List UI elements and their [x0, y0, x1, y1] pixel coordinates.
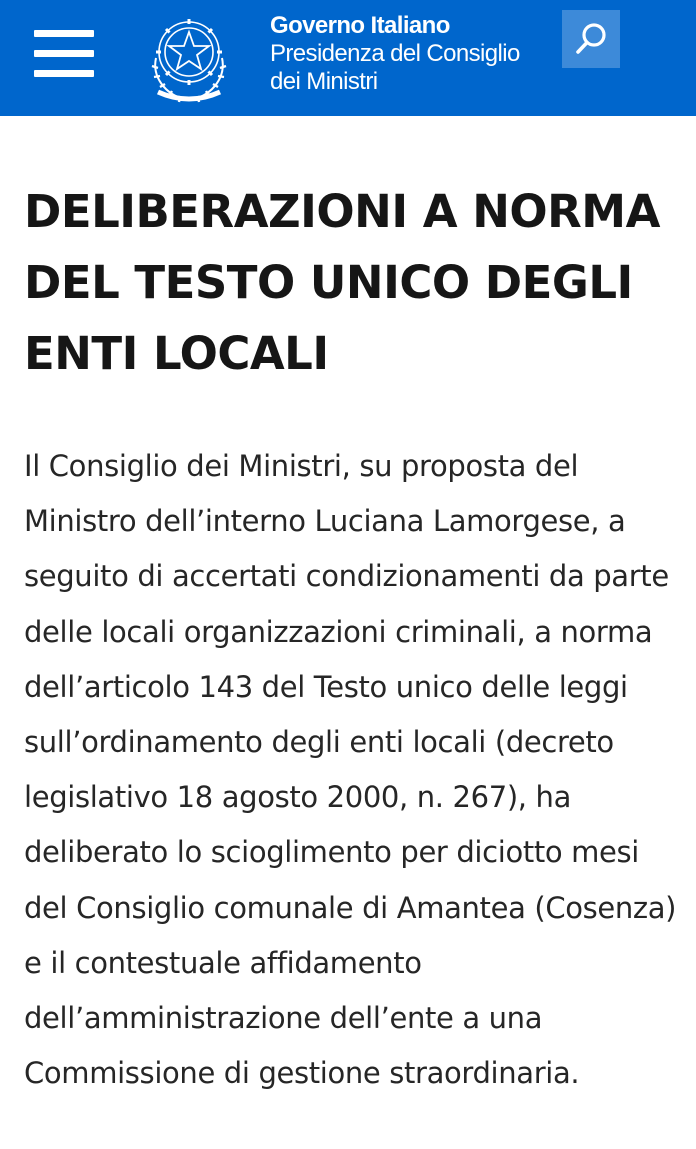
- site-header: [0, 0, 696, 116]
- article: [24, 176, 677, 1101]
- page-title: DELIBERAZIONI A NORMA DEL TESTO UNICO DEGLI ENTI LOCALI: [24, 185, 660, 380]
- brand-link[interactable]: [270, 12, 550, 96]
- menu-bar: [34, 70, 94, 77]
- menu-bar: [34, 50, 94, 57]
- search-icon: [562, 10, 620, 68]
- italian-republic-emblem-icon[interactable]: [142, 8, 236, 108]
- menu-bar: [34, 30, 94, 37]
- brand-title: Governo Italiano: [270, 12, 450, 39]
- hamburger-menu-icon[interactable]: [34, 30, 94, 82]
- brand-subtitle: dei Ministri: [270, 68, 378, 95]
- brand-subtitle: Presidenza del Consiglio: [270, 40, 520, 67]
- article-body: Il Consiglio dei Ministri, su proposta del Ministro dell’interno Luciana Lamorgese, a seguito di accertati condizionamenti da parte delle locali organizzazioni criminali, a norma dell’articolo 143 del Testo unico delle leggi sull’ordinamento degli enti locali (decreto legislativo 18 agosto 2000, n. 267), ha deliberato lo scioglimento per diciotto mesi del Consiglio comunale di Amantea (Cosenza) e il contestuale affidamento dell’amministrazione dell’ente a una Commissione di gestione straordinaria.: [24, 449, 677, 1091]
- search-button[interactable]: [562, 10, 620, 68]
